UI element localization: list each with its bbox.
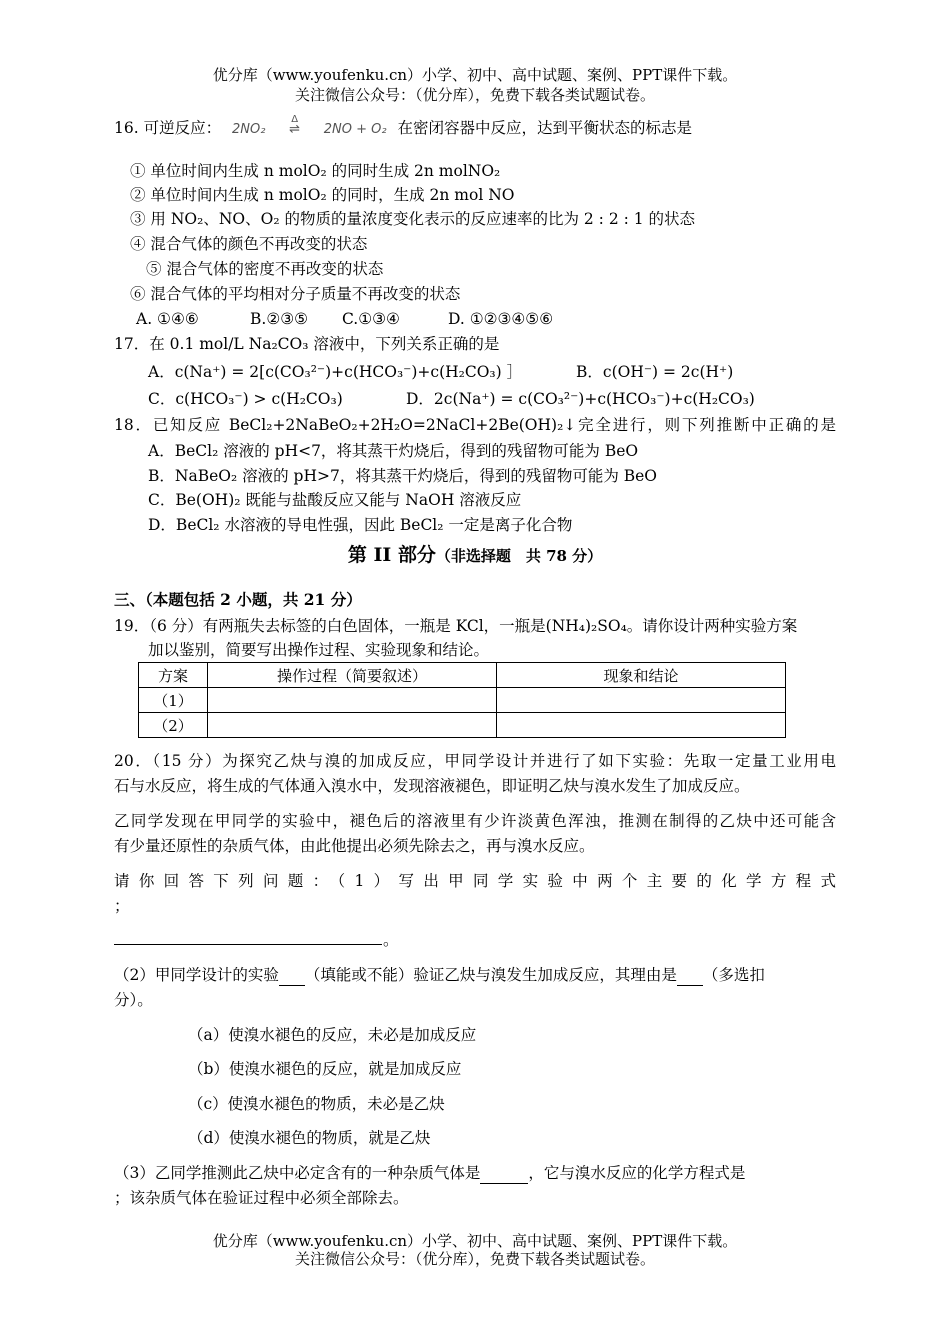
q16-choice-d: D. ①②③④⑤⑥ xyxy=(448,310,554,328)
q16-choice-a: A. ①④⑥ xyxy=(136,310,199,328)
q16-equation: 2NO₂ Δ ⇌ 2NO + O₂ xyxy=(232,120,387,140)
table-header-cell: 操作过程（简要叙述） xyxy=(208,663,497,688)
reversible-arrow-icon: Δ ⇌ xyxy=(289,114,301,137)
q16-option-5: ⑤ 混合气体的密度不再改变的状态 xyxy=(146,260,384,278)
q16-option-6: ⑥ 混合气体的平均相对分子质量不再改变的状态 xyxy=(130,285,461,303)
q18-stem: 18．已知反应 BeCl₂+2NaBeO₂+2H₂O=2NaCl+2Be(OH)₂↓完全进行，则下列推断中正确的是 xyxy=(114,416,836,434)
table-cell[interactable] xyxy=(497,688,786,713)
table-header-cell: 方案 xyxy=(139,663,208,688)
q20-para2-line1: 乙同学发现在甲同学的实验中，褪色后的溶液里有少许淡黄色浑浊，推测在制得的乙炔中还可能含 xyxy=(114,812,836,830)
table-cell: （2） xyxy=(139,713,208,738)
page-footer-line2: 关注微信公众号：（优分库），免费下载各类试题试卷。 xyxy=(294,1250,655,1268)
q17-choice-b: B．c(OH⁻) = 2c(H⁺) xyxy=(576,363,734,381)
q17-choice-c: C．c(HCO₃⁻) > c(H₂CO₃) xyxy=(148,390,343,408)
part2-title: 第 II 部分（非选择题 共 78 分） xyxy=(347,544,603,566)
q20-q3-line2: ；该杂质气体在验证过程中必须全部除去。 xyxy=(114,1189,409,1207)
table-header-row xyxy=(139,663,786,688)
q20-blank-end: 。 xyxy=(383,931,399,949)
q16-option-1: ① 单位时间内生成 n molO₂ 的同时生成 2n molNO₂ xyxy=(130,162,501,180)
answer-blank-2[interactable] xyxy=(279,965,305,986)
q18-choice-c: C．Be(OH)₂ 既能与盐酸反应又能与 NaOH 溶液反应 xyxy=(148,491,522,509)
section3-heading: 三、（本题包括 2 小题，共 21 分） xyxy=(114,590,362,609)
answer-blank-3[interactable] xyxy=(677,965,703,986)
q20-ask-line: 请你回答下列问题：（1）写出甲同学实验中两个主要的化学方程式 xyxy=(114,872,836,890)
table-cell[interactable] xyxy=(208,688,497,713)
q20-q3-line1: （3）乙同学推测此乙炔中必定含有的一种杂质气体是 ，它与溴水反应的化学方程式是 xyxy=(114,1164,746,1182)
q16-stem: 16. 可逆反应： 2NO₂ Δ ⇌ 2NO + O₂ 在密闭容器中反应，达到平衡状态的标志是 xyxy=(114,118,692,140)
table-header-cell: 现象和结论 xyxy=(497,663,786,688)
q16-option-4: ④ 混合气体的颜色不再改变的状态 xyxy=(130,235,368,253)
q19-table xyxy=(138,662,786,738)
q20-option-c: （c）使溴水褪色的物质，未必是乙炔 xyxy=(188,1095,445,1113)
q20-semicolon: ； xyxy=(114,897,130,915)
answer-blank-1[interactable] xyxy=(114,944,382,945)
q17-stem: 17．在 0.1 mol/L Na₂CO₃ 溶液中，下列关系正确的是 xyxy=(114,335,500,353)
page-header-line1: 优分库（www.youfenku.cn）小学、初中、高中试题、案例、PPT课件下载。 xyxy=(212,66,738,84)
q20-q2-line1: （2）甲同学设计的实验 （填能或不能）验证乙炔与溴发生加成反应，其理由是 （多选扣 xyxy=(114,966,765,984)
q16-choice-b: B.②③⑤ xyxy=(250,310,309,328)
q16-option-3: ③ 用 NO₂、NO、O₂ 的物质的量浓度变化表示的反应速率的比为 2 : 2 : 1 的状态 xyxy=(130,210,696,228)
q20-q2-line2: 分）。 xyxy=(114,991,153,1009)
q16-choice-c: C.①③④ xyxy=(342,310,400,328)
q20-para1-line1: 20．（15 分）为探究乙炔与溴的加成反应，甲同学设计并进行了如下实验：先取一定量工业用电 xyxy=(114,752,836,770)
q20-option-d: （d）使溴水褪色的物质，就是乙炔 xyxy=(188,1129,431,1147)
page-footer-line1: 优分库（www.youfenku.cn）小学、初中、高中试题、案例、PPT课件下载。 xyxy=(212,1232,738,1250)
q20-para1-line2: 石与水反应，将生成的气体通入溴水中，发现溶液褪色，即证明乙炔与溴水发生了加成反应。 xyxy=(114,777,750,795)
page-header-line2: 关注微信公众号：（优分库），免费下载各类试题试卷。 xyxy=(294,86,655,104)
q17-choice-d: D．2c(Na⁺) = c(CO₃²⁻)+c(HCO₃⁻)+c(H₂CO₃) xyxy=(406,390,755,408)
q18-choice-b: B．NaBeO₂ 溶液的 pH>7，将其蒸干灼烧后，得到的残留物可能为 BeO xyxy=(148,467,658,485)
table-row xyxy=(139,688,786,713)
q16-option-2: ② 单位时间内生成 n molO₂ 的同时，生成 2n mol NO xyxy=(130,186,515,204)
q18-choice-d: D．BeCl₂ 水溶液的导电性强，因此 BeCl₂ 一定是离子化合物 xyxy=(148,516,573,534)
q19-line2: 加以鉴别，简要写出操作过程、实验现象和结论。 xyxy=(148,641,490,659)
q20-para2-line2: 有少量还原性的杂质气体，由此他提出必须先除去之，再与溴水反应。 xyxy=(114,837,595,855)
table-cell[interactable] xyxy=(208,713,497,738)
table-row xyxy=(139,713,786,738)
q19-line1: 19．（6 分）有两瓶失去标签的白色固体，一瓶是 KCl，一瓶是(NH₄)₂SO₄。请你设计两种实验方案 xyxy=(114,617,798,635)
answer-blank-4[interactable] xyxy=(480,1163,528,1184)
table-cell: （1） xyxy=(139,688,208,713)
q20-option-a: （a）使溴水褪色的反应，未必是加成反应 xyxy=(188,1026,477,1044)
q20-option-b: （b）使溴水褪色的反应，就是加成反应 xyxy=(188,1060,462,1078)
table-cell[interactable] xyxy=(497,713,786,738)
q17-choice-a: A．c(Na⁺) = 2[c(CO₃²⁻)+c(HCO₃⁻)+c(H₂CO₃) ］ xyxy=(148,363,523,381)
q18-choice-a: A．BeCl₂ 溶液的 pH<7，将其蒸干灼烧后，得到的残留物可能为 BeO xyxy=(148,442,639,460)
